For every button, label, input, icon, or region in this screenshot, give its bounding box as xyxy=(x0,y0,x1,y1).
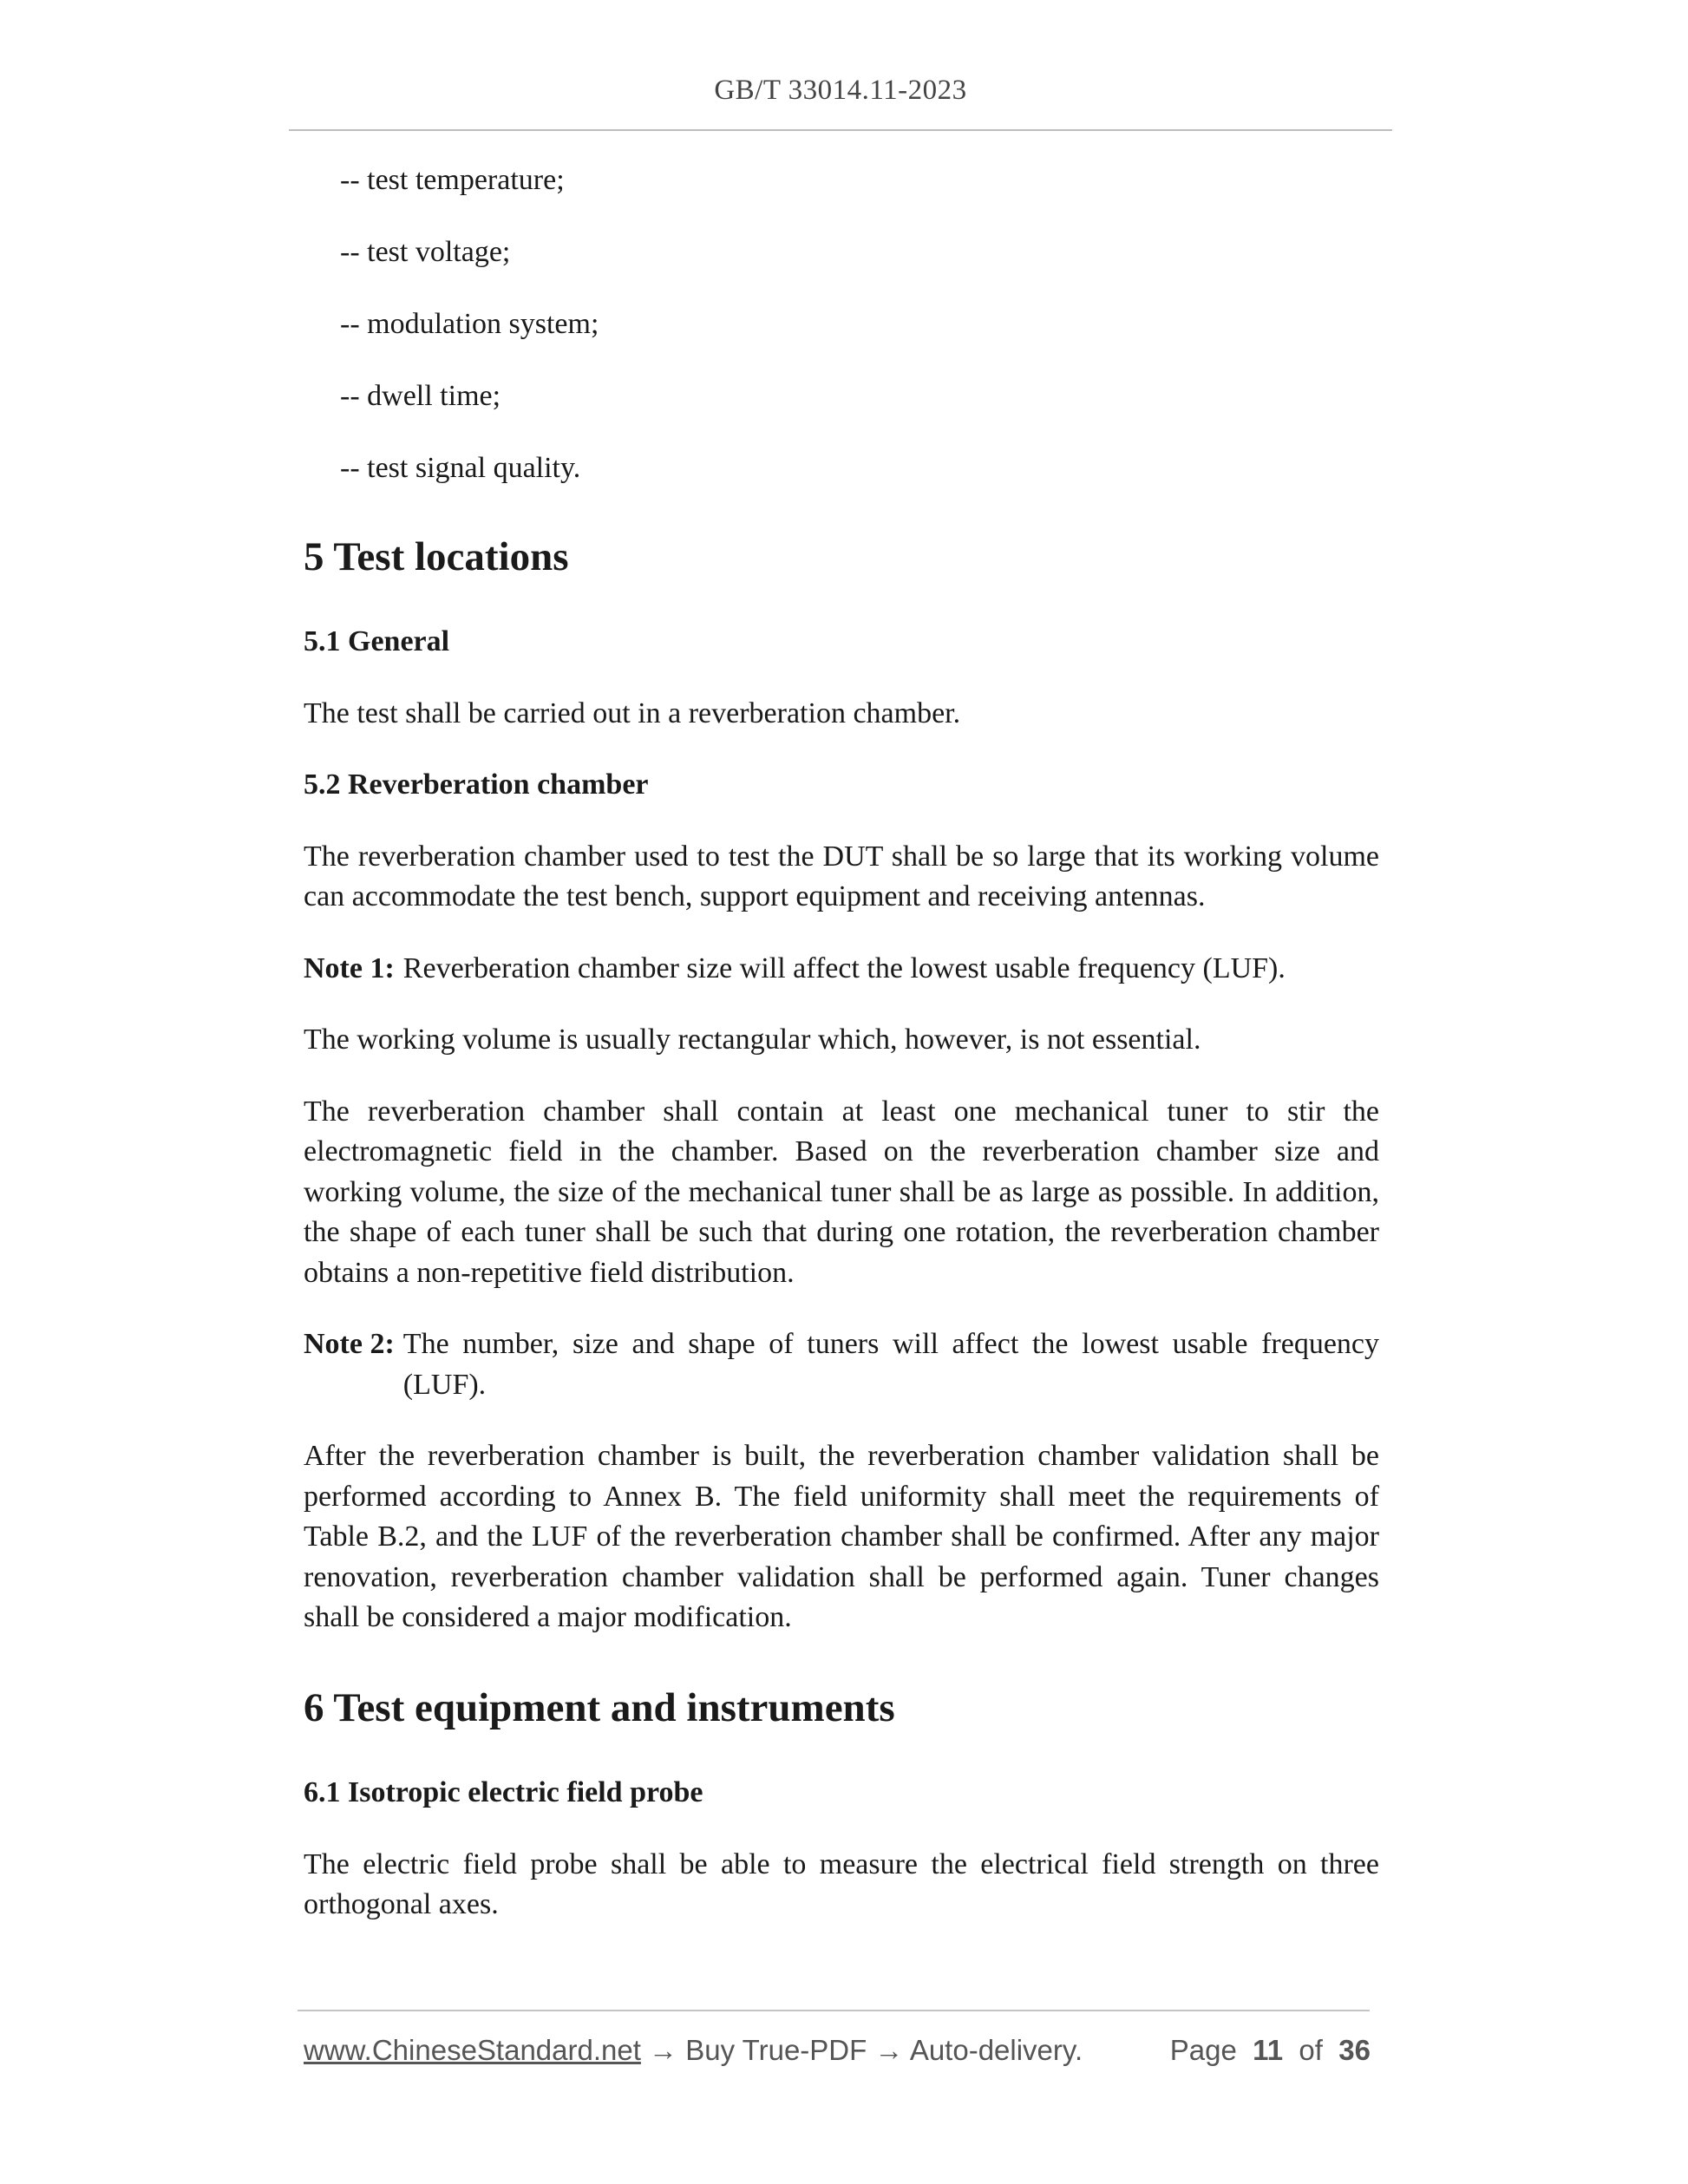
paragraph: The reverberation chamber used to test the DUT shall be so large that its working volume can accommodate the test bench, support equipment and receiving antennas. xyxy=(304,840,1379,912)
footer-divider xyxy=(298,2010,1370,2011)
note-text: The number, size and shape of tuners will affect the lowest usable frequency (LUF). xyxy=(402,1328,1379,1401)
page-word: Page xyxy=(1169,2034,1237,2066)
section-5-heading: 5 Test locations xyxy=(304,534,569,579)
paragraph: The test shall be carried out in a reverberation chamber. xyxy=(304,697,961,729)
note-label: Note 2: xyxy=(304,1328,395,1360)
list-item: -- test temperature; xyxy=(340,164,565,196)
section-5-2-heading: 5.2 Reverberation chamber xyxy=(304,768,649,801)
list-item: -- test voltage; xyxy=(340,236,511,268)
note-1 xyxy=(304,949,1379,990)
page-footer xyxy=(304,2031,1371,2070)
paragraph: After the reverberation chamber is built, the reverberation chamber validation shall be performed according to Annex B. The field uniformity shall meet the requirements of Table B.2, and the LUF of the reverberation chamber shall be confirmed. After any major renovation, reverberation chamber validation shall be performed again. Tuner changes shall be considered a major modification. xyxy=(304,1440,1379,1633)
list-item: -- modulation system; xyxy=(340,308,599,340)
paragraph: The working volume is usually rectangular which, however, is not essential. xyxy=(304,1023,1201,1056)
paragraph: The reverberation chamber shall contain at least one mechanical tuner to stir the electromagnetic field in the chamber. Based on the reverberation chamber size and working volume, the size of the mechanical tuner shall be as large as possible. In addition, the shape of each tuner shall be such that during one rotation, the reverberation chamber obtains a non-repetitive field distribution. xyxy=(304,1095,1379,1289)
note-label: Note 1: xyxy=(304,951,395,984)
note-2 xyxy=(304,1324,1379,1405)
note-text: Reverberation chamber size will affect the lowest usable frequency (LUF). xyxy=(402,951,1286,984)
section-6-heading: 6 Test equipment and instruments xyxy=(304,1684,895,1730)
list-item: -- test signal quality. xyxy=(340,452,581,484)
page-header: GB/T 33014.11-2023 xyxy=(714,75,967,106)
page-total: 36 xyxy=(1338,2034,1371,2066)
website-link[interactable]: www.ChineseStandard.net xyxy=(304,2034,641,2066)
section-5-1-heading: 5.1 General xyxy=(304,625,450,657)
footer-tagline: → Buy True-PDF → Auto-delivery. xyxy=(640,2034,1083,2066)
document-body xyxy=(304,161,1379,1957)
paragraph: The electric field probe shall be able to measure the electrical field strength on three orthogonal axes. xyxy=(304,1847,1379,1920)
page-number: 11 xyxy=(1253,2034,1284,2066)
section-6-1-heading: 6.1 Isotropic electric field probe xyxy=(304,1775,703,1808)
of-word: of xyxy=(1299,2034,1323,2066)
list-item: -- dwell time; xyxy=(340,380,501,412)
header-divider xyxy=(289,129,1392,131)
page-indicator xyxy=(1170,2031,1371,2070)
